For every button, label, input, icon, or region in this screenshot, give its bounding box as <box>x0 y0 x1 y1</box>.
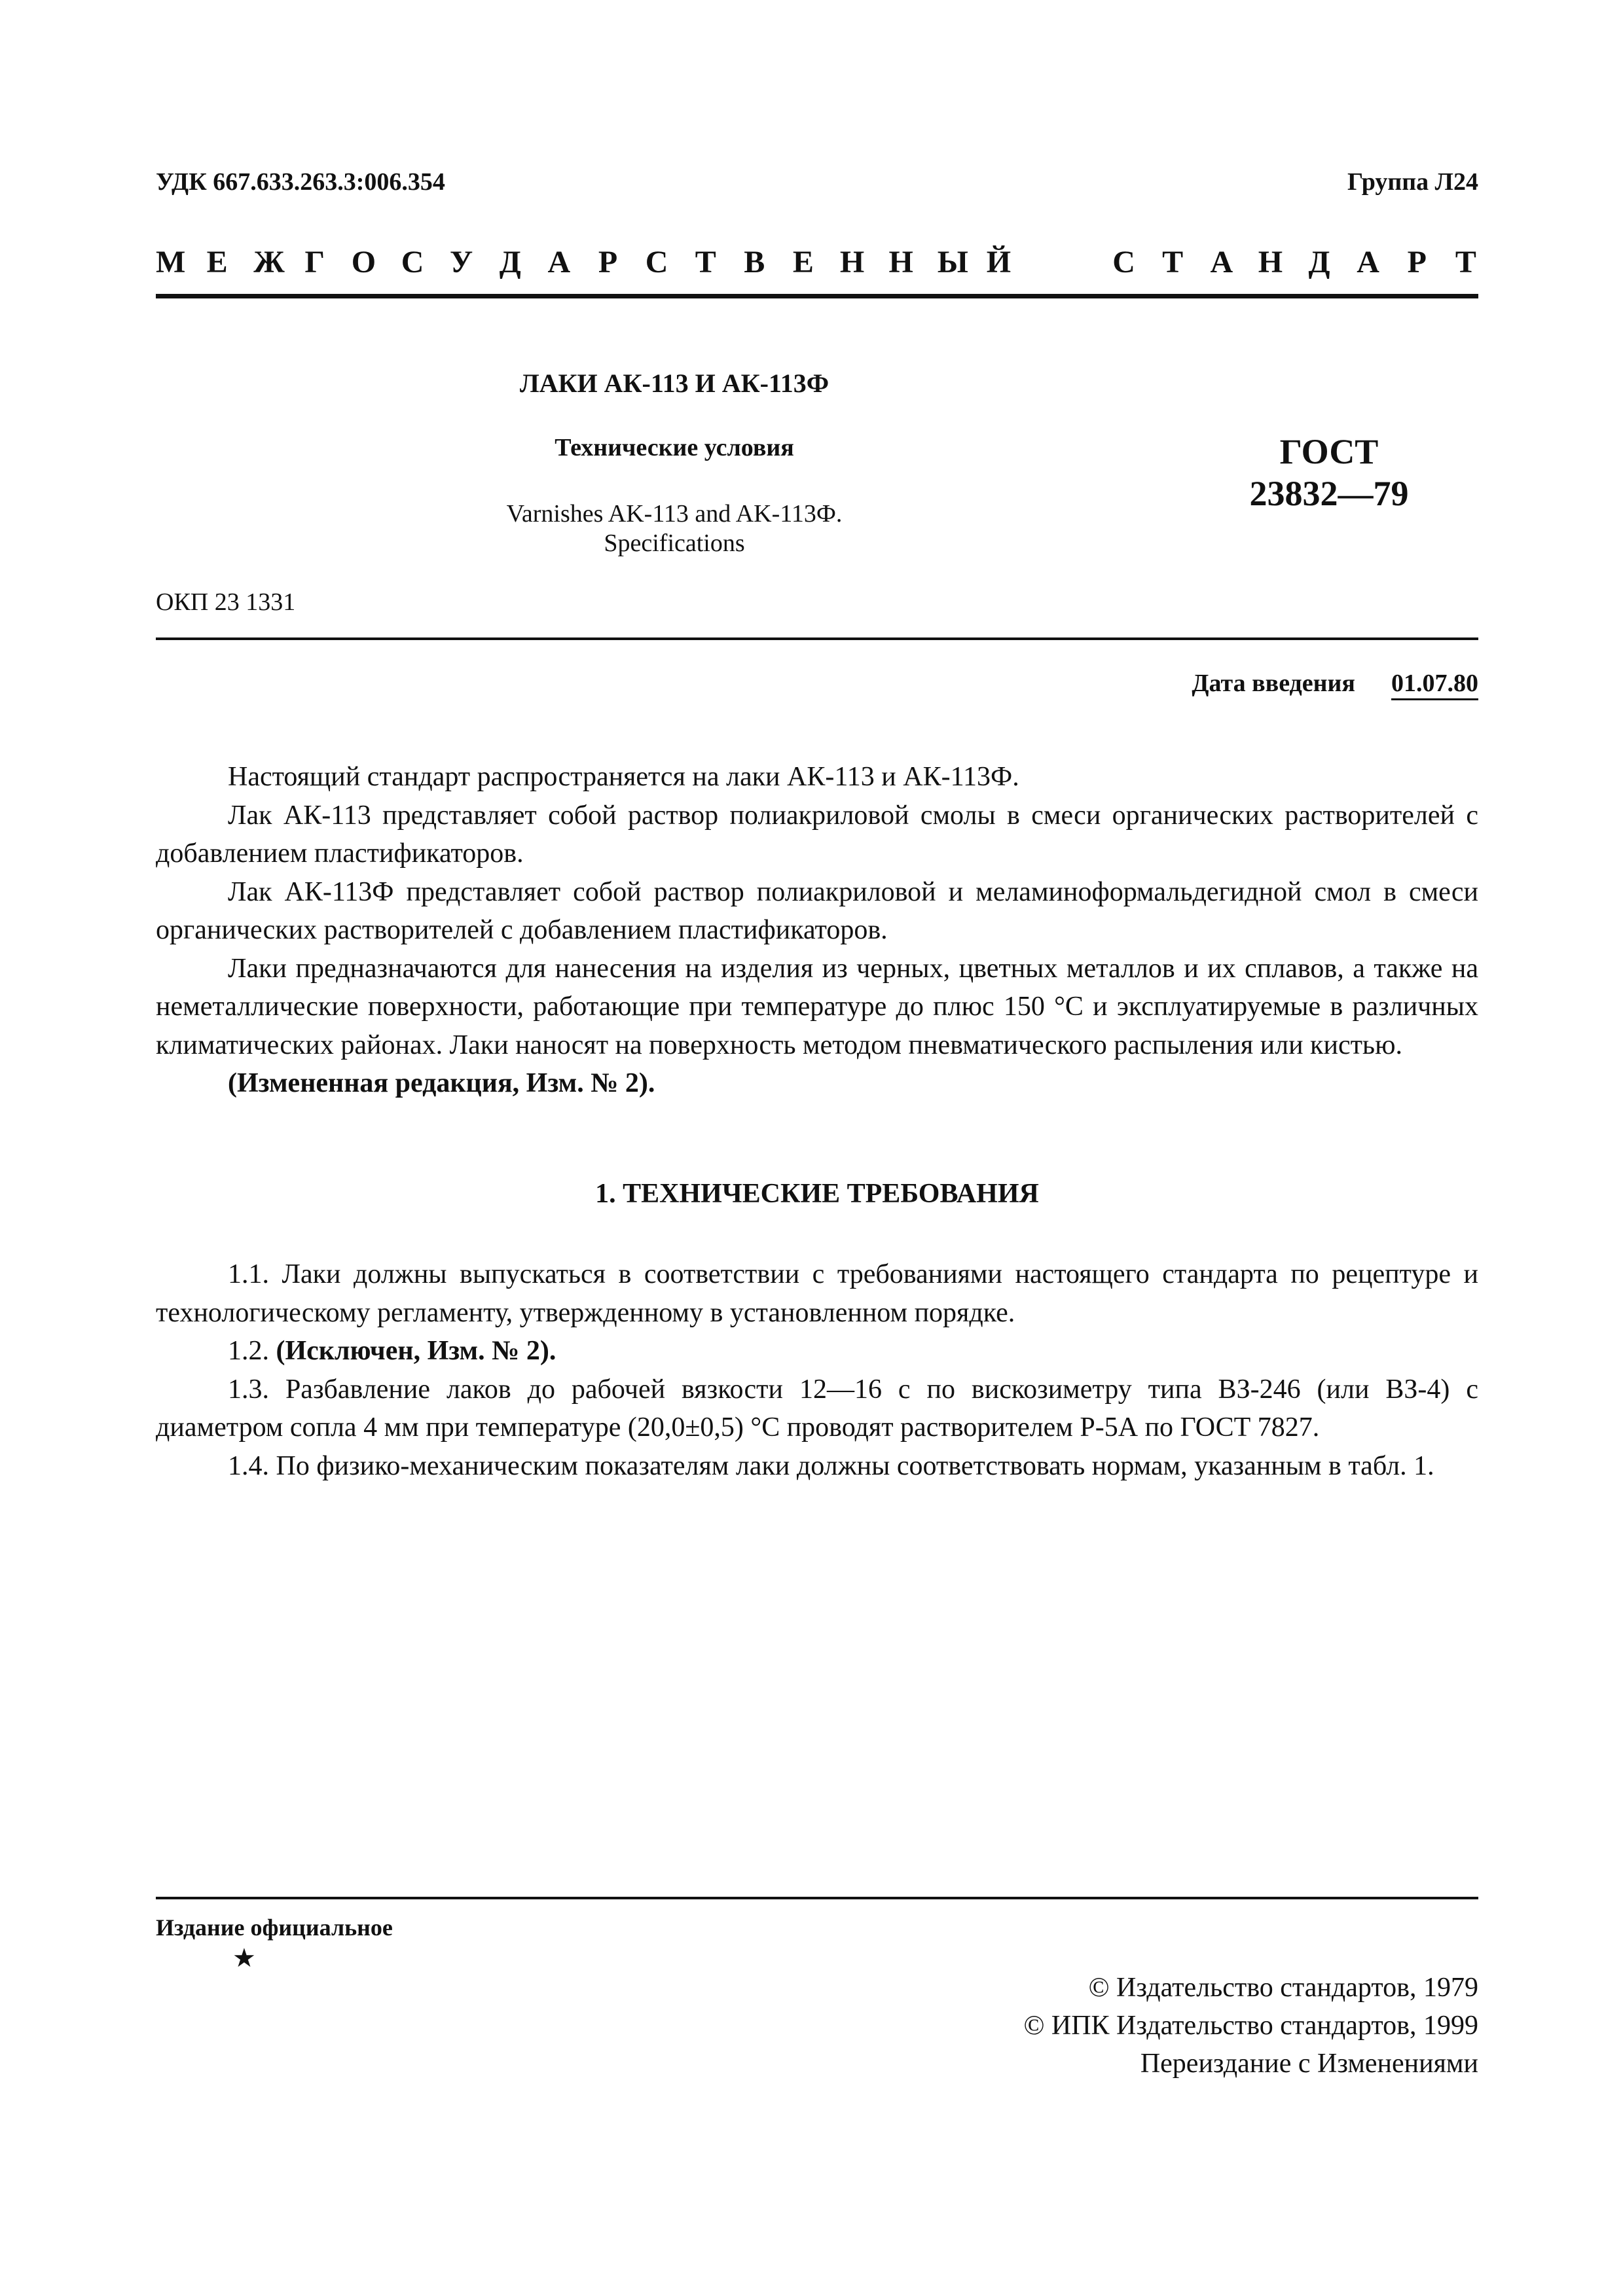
star-icon: ★ <box>232 1943 256 1973</box>
section-heading: 1. ТЕХНИЧЕСКИЕ ТРЕБОВАНИЯ <box>595 1179 1039 1209</box>
intro-date <box>1192 669 1478 698</box>
banner-letter: А <box>1210 244 1233 279</box>
banner-letter: Т <box>1162 244 1184 279</box>
banner-letter: Г <box>304 244 325 279</box>
banner-letter: Й <box>986 244 1012 279</box>
banner-letter: Е <box>206 244 228 279</box>
banner-letter: Р <box>1407 244 1427 279</box>
banner-letter: Т <box>1455 244 1476 279</box>
standard-banner <box>156 242 1478 281</box>
banner-letter: Д <box>499 244 521 279</box>
amendment-note: (Измененная редакция, Изм. № 2). <box>228 1068 655 1098</box>
paragraph: Лак АК-113Ф представляет собой раствор полиакриловой и меламиноформальдегидной смол в смеси органических растворителей с добавлением пластификаторов. <box>156 876 1478 945</box>
udk-code: УДК 667.633.263.3:006.354 <box>156 168 445 196</box>
english-subtitle: Specifications <box>604 529 745 557</box>
banner-letter: Н <box>1258 244 1283 279</box>
paragraph: Лаки предназначаются для нанесения на изделия из черных, цветных металлов и их сплавов, а также на неметаллические поверхности, работающие при температуре до плюс 150 °С и эксплуатируемые в различных климатических районах. Лаки наносят на поверхность методом пневматического распыления или кистью. <box>156 953 1478 1060</box>
gost-number: 23832—79 <box>1249 474 1409 513</box>
title-rule <box>156 637 1478 640</box>
copyright-line: © Издательство стандартов, 1979 <box>1088 1973 1478 2003</box>
copyright-block <box>1023 1969 1478 2083</box>
banner-letter: Н <box>888 244 913 279</box>
document-subtitle: Технические условия <box>555 434 794 461</box>
banner-letter: Т <box>695 244 716 279</box>
banner-letter: В <box>744 244 765 279</box>
paragraph: 1.1. Лаки должны выпускаться в соответствии с требованиями настоящего стандарта по рецептуре и технологическому регламенту, утвержденному в установленном порядке. <box>156 1259 1478 1328</box>
banner-letter: Н <box>839 244 865 279</box>
banner-letter: А <box>1357 244 1379 279</box>
banner-letter: Е <box>792 244 814 279</box>
banner-letter: С <box>401 244 424 279</box>
banner-letter: Ы <box>937 244 968 279</box>
paragraph <box>156 1332 1478 1371</box>
paragraph: Лак АК-113 представляет собой раствор полиакриловой смолы в смеси органических растворителей с добавлением пластификаторов. <box>156 800 1478 869</box>
okp-code: ОКП 23 1331 <box>156 588 296 616</box>
intro-date-value: 01.07.80 <box>1391 670 1478 700</box>
english-title: Varnishes AK-113 and AK-113Ф. <box>506 500 843 528</box>
gost-label: ГОСТ <box>1279 432 1379 471</box>
document-title: ЛАКИ АК-113 И АК-113Ф <box>519 368 830 398</box>
paragraph: 1.3. Разбавление лаков до рабочей вязкости 12—16 с по вискозиметру типа ВЗ-246 (или ВЗ-4) с диаметром сопла 4 мм при температуре (20,0±0,5) °С проводят растворителем Р-5А по ГОСТ 7827. <box>156 1374 1478 1443</box>
intro-date-label: Дата введения <box>1192 670 1355 697</box>
banner-letter: Р <box>598 244 618 279</box>
copyright-line: © ИПК Издательство стандартов, 1999 <box>1023 2011 1478 2041</box>
group-code: Группа Л24 <box>1347 168 1478 196</box>
banner-letter: М <box>156 244 186 279</box>
footer-rule <box>156 1897 1478 1899</box>
reissue-note: Переиздание с Изменениями <box>1140 2049 1478 2079</box>
edition-label: Издание официальное <box>156 1914 393 1941</box>
excluded-note: (Исключен, Изм. № 2). <box>276 1336 556 1366</box>
banner-rule <box>156 294 1478 298</box>
banner-letter: С <box>1112 244 1135 279</box>
banner-letter: У <box>450 244 473 279</box>
clause-number: 1.2. <box>228 1336 276 1366</box>
banner-letter: С <box>645 244 668 279</box>
banner-letter: О <box>351 244 376 279</box>
banner-letter: Ж <box>253 244 285 279</box>
paragraph: Настоящий стандарт распространяется на лаки АК-113 и АК-113Ф. <box>228 762 1019 792</box>
paragraph: 1.4. По физико-механическим показателям лаки должны соответствовать нормам, указанным в табл. 1. <box>228 1450 1434 1481</box>
banner-letter: Д <box>1308 244 1330 279</box>
section-text <box>156 1255 1478 1485</box>
banner-letter: А <box>547 244 571 279</box>
intro-text <box>156 758 1478 1103</box>
